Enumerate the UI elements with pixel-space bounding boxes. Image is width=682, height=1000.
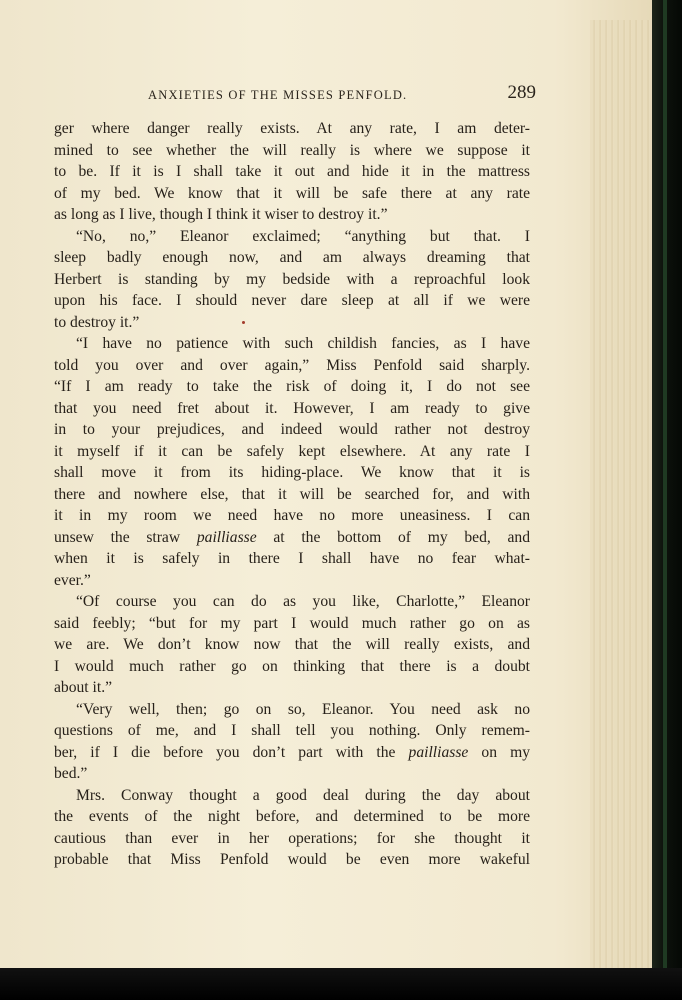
text-segment: unsew the straw (54, 528, 197, 546)
text-line: Herbert is standing by my bedside with a reproachful look (54, 270, 530, 288)
ink-speck (242, 321, 245, 324)
page-number: 289 (507, 82, 536, 103)
spine-binding (663, 0, 667, 1000)
text-line: we are. We don’t know now that the will really exists, and (54, 636, 530, 653)
text-line: “Of course you can do as you like, Charlotte,” Eleanor (76, 593, 530, 610)
text-line: Mrs. Conway thought a good deal during the day about (76, 786, 530, 804)
text-line: questions of me, and I shall tell you nothing. Only remem- (54, 722, 530, 739)
text-line: shall move it from its hiding-place. We know that it is (54, 464, 530, 481)
text-line: that you need fret about it. However, I am ready to give (54, 399, 530, 417)
body-text (54, 118, 530, 871)
page-header (148, 82, 536, 110)
text-line: bed.” (54, 765, 88, 782)
text-line: about it.” (54, 679, 113, 696)
text-line: when it is safely in there I shall have no fear what- (54, 550, 530, 567)
page-edge (590, 20, 652, 968)
text-line: there and nowhere else, that it will be searched for, and with (54, 485, 530, 503)
text-line: upon his face. I should never dare sleep at all if we were (54, 292, 530, 309)
text-line: as long as I live, though I think it wiser to destroy it.” (54, 206, 388, 223)
text-segment: ber, if I die before you don’t part with the (54, 743, 409, 761)
text-line: “No, no,” Eleanor exclaimed; “anything but that. I (76, 227, 530, 245)
running-head: ANXIETIES OF THE MISSES PENFOLD. (148, 88, 408, 102)
text-line: ger where danger really exists. At any rate, I am deter- (54, 120, 530, 137)
text-line: to be. If it is I shall take it out and hide it in the mattress (54, 163, 530, 180)
text-line: probable that Miss Penfold would be even more wakeful (54, 851, 530, 868)
book-spine (652, 0, 682, 1000)
italic-word: pailliasse (408, 743, 469, 761)
text-line: ever.” (54, 571, 91, 589)
text-line (54, 742, 530, 764)
italic-word: pailliasse (196, 528, 257, 546)
text-line: “If I am ready to take the risk of doing it, I do not see (54, 378, 530, 395)
text-line: to destroy it.” (54, 313, 140, 331)
text-line: of my bed. We know that it will be safe there at any rate (54, 184, 530, 202)
text-segment: at the bottom of my bed, and (256, 528, 530, 546)
text-line (54, 527, 530, 549)
text-line: “Very well, then; go on so, Eleanor. You need ask no (76, 700, 530, 718)
text-line: the events of the night before, and determined to be more (54, 808, 530, 825)
text-line: told you over and over again,” Miss Penfold said sharply. (54, 356, 530, 374)
bottom-shadow (0, 968, 682, 1000)
text-line: cautious than ever in her operations; for she thought it (54, 829, 530, 847)
text-line: I would much rather go on thinking that there is a doubt (54, 657, 530, 675)
text-line: “I have no patience with such childish fancies, as I have (76, 335, 530, 352)
text-line: it in my room we need have no more uneasiness. I can (54, 507, 530, 524)
text-line: it myself if it can be safely kept elsewhere. At any rate I (54, 442, 530, 460)
text-segment: on my (468, 743, 530, 761)
text-line: said feebly; “but for my part I would much rather go on as (54, 614, 530, 632)
text-line: in to your prejudices, and indeed would rather not destroy (54, 421, 530, 438)
text-line: mined to see whether the will really is where we suppose it (54, 141, 530, 159)
text-line: sleep badly enough now, and am always dreaming that (54, 249, 530, 266)
